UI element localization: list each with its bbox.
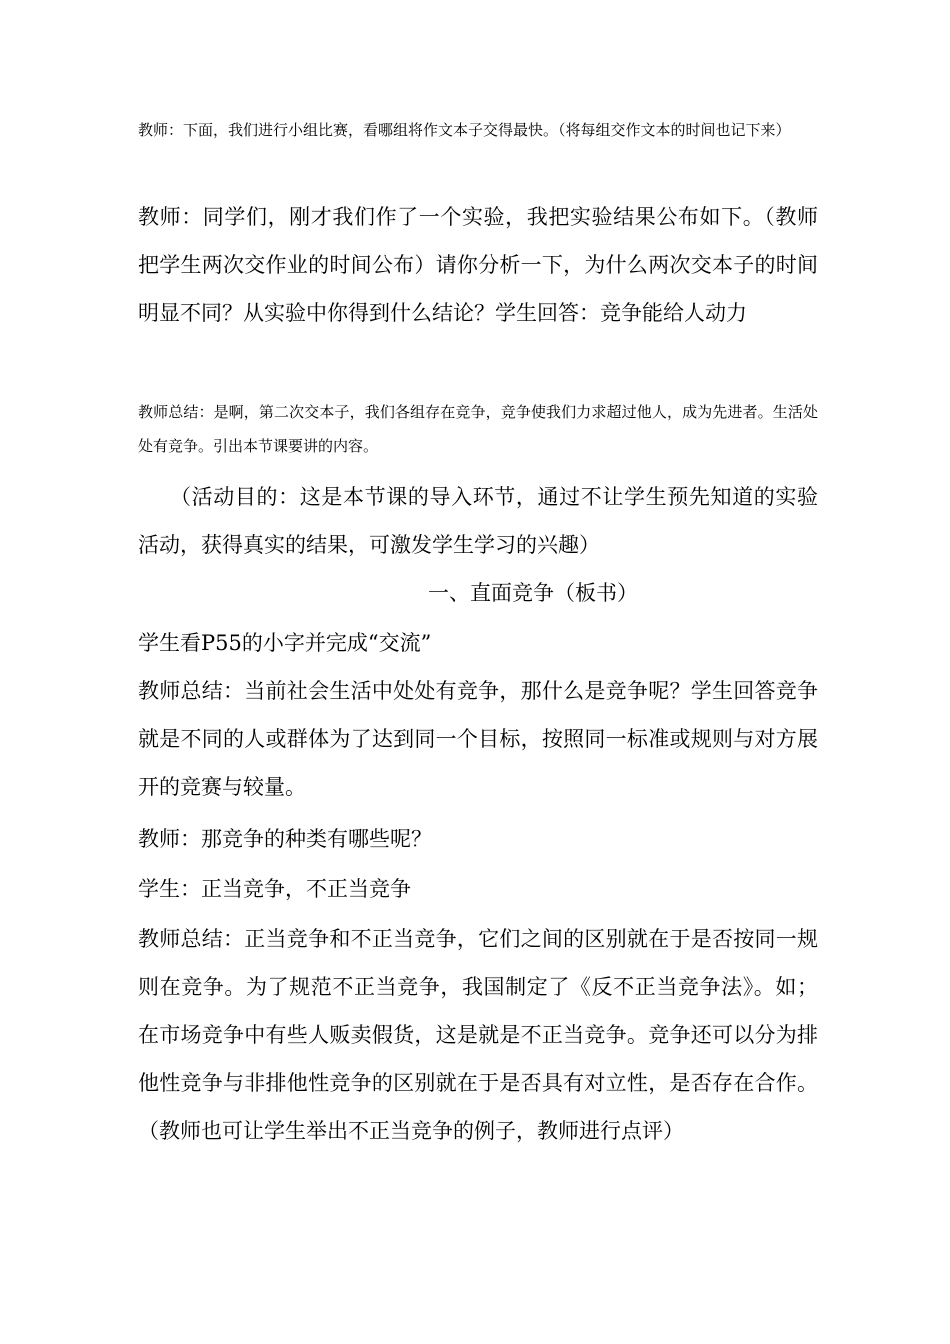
paragraph-student-answer: 学生：正当竞争，不正当竞争 (138, 877, 411, 901)
paragraph-teacher-summary-3: 教师总结：正当竞争和不正当竞争，它们之间的区别就在于是否按同一规则在竞争。为了规范不正当竞争，我国制定了《反不正当竞争法》。如；在市场竞争中有些人贩卖假货，这是就是不正当竞争。竞争还可以分为排他性竞争与非排他性竞争的区别就在于是否具有对立性，是否存在合作。（教师也可让学生举出不正当竞争的例子，教师进行点评） (138, 927, 818, 1143)
paragraph-experiment-result: 教师：同学们，刚才我们作了一个实验，我把实验结果公布如下。（教师把学生两次交作业的时间公布）请你分析一下，为什么两次交本子的时间明显不同？从实验中你得到什么结论？学生回答：竞争能给人动力 (138, 205, 818, 325)
paragraph-teacher-summary-2: 教师总结：当前社会生活中处处有竞争，那什么是竞争呢？学生回答竞争就是不同的人或群体为了达到同一个目标，按照同一标准或规则与对方展开的竞赛与较量。 (138, 679, 818, 799)
paragraph-teacher-question: 教师：那竞争的种类有哪些呢？ (138, 827, 432, 851)
paragraph-read-p55: 学生看P55的小字并完成“交流” (138, 631, 432, 655)
paragraph-group-contest: 教师：下面，我们进行小组比赛，看哪组将作文本子交得最快。（将每组交作文本的时间也记下来） (138, 121, 791, 139)
paragraph-activity-purpose: （活动目的：这是本节课的导入环节，通过不让学生预先知道的实验活动，获得真实的结果，可激发学生学习的兴趣） (138, 485, 818, 557)
paragraph-teacher-summary-1: 教师总结：是啊，第二次交本子，我们各组存在竞争，竞争使我们力求超过他人，成为先进者。生活处处有竞争。引出本节课要讲的内容。 (138, 403, 818, 455)
section-heading: 一、直面竞争（板书） (428, 581, 638, 605)
